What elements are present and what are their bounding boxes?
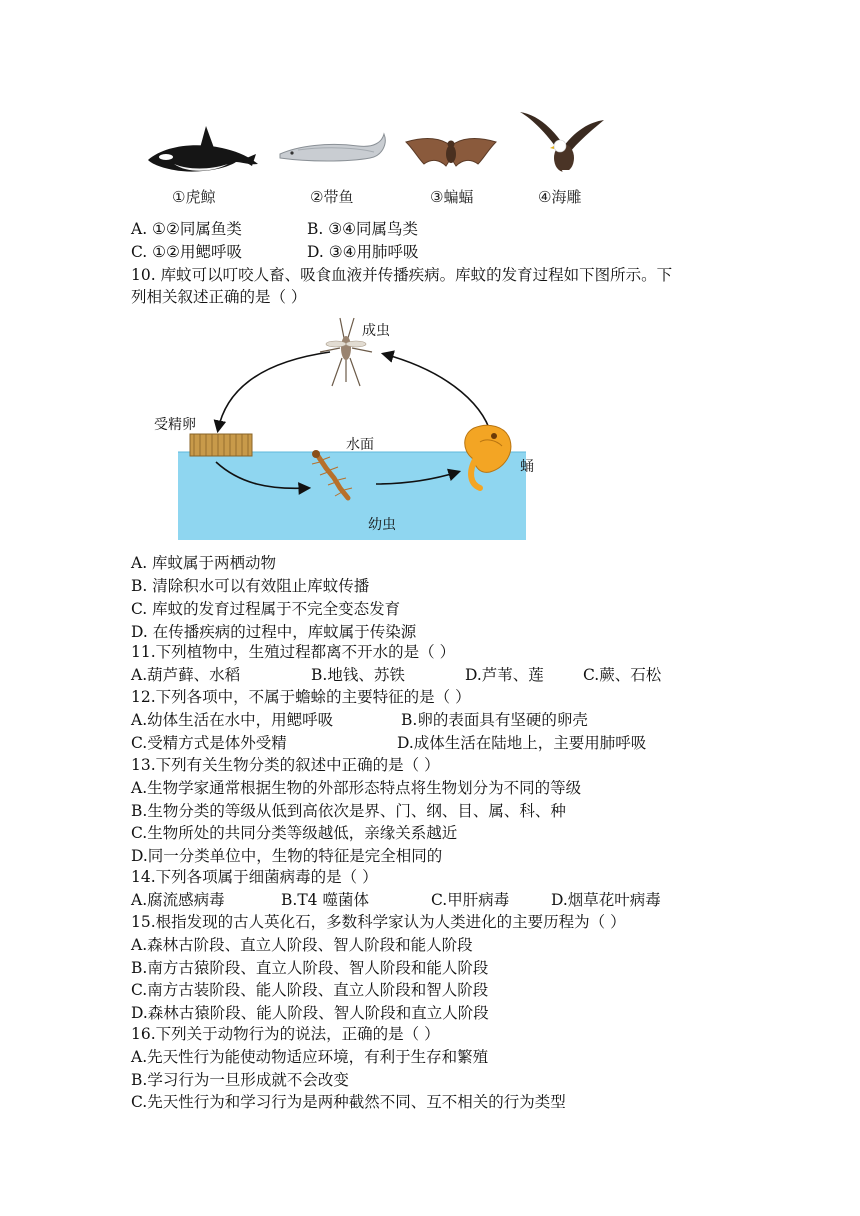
q15-option-a[interactable]: A.森林古阶段、直立人阶段、智人阶段和能人阶段 bbox=[131, 936, 473, 954]
q9-option-d[interactable]: D. ③④用肺呼吸 bbox=[307, 243, 419, 261]
q13-stem: 13.下列有关生物分类的叙述中正确的是（ ） bbox=[131, 756, 440, 774]
q11-option-c[interactable]: C.蕨、石松 bbox=[583, 666, 662, 684]
diagram-label-water-surface: 水面 bbox=[346, 437, 374, 453]
q13-option-b[interactable]: B.生物分类的等级从低到高依次是界、门、纲、目、属、科、种 bbox=[131, 802, 566, 820]
q10-stem-line2: 列相关叙述正确的是（ ） bbox=[131, 288, 307, 306]
animal-caption-eagle: ④海雕 bbox=[538, 188, 582, 206]
eagle-image bbox=[518, 106, 606, 184]
q13-option-c[interactable]: C.生物所处的共同分类等级越低，亲缘关系越近 bbox=[131, 824, 458, 842]
q15-option-b[interactable]: B.南方古猿阶段、直立人阶段、智人阶段和能人阶段 bbox=[131, 959, 489, 977]
q15-option-c[interactable]: C.南方古装阶段、能人阶段、直立人阶段和智人阶段 bbox=[131, 981, 489, 999]
animal-caption-orca: ①虎鲸 bbox=[172, 188, 216, 206]
orca-image bbox=[144, 124, 262, 182]
q13-option-d[interactable]: D.同一分类单位中，生物的特征是完全相同的 bbox=[131, 847, 443, 865]
q16-option-a[interactable]: A.先天性行为能使动物适应环境，有利于生存和繁殖 bbox=[131, 1048, 489, 1066]
q12-option-b[interactable]: B.卵的表面具有坚硬的卵壳 bbox=[401, 711, 588, 729]
q9-option-a[interactable]: A. ①②同属鱼类 bbox=[131, 220, 242, 238]
q15-option-d[interactable]: D.森林古猿阶段、能人阶段、智人阶段和直立人阶段 bbox=[131, 1004, 489, 1022]
q15-stem: 15.根指发现的古人英化石，多数科学家认为人类进化的主要历程为（ ） bbox=[131, 913, 626, 931]
q14-option-d[interactable]: D.烟草花叶病毒 bbox=[551, 891, 661, 909]
ribbonfish-image bbox=[278, 132, 390, 172]
q12-option-a[interactable]: A.幼体生活在水中，用鳃呼吸 bbox=[131, 711, 334, 729]
diagram-label-pupa: 蛹 bbox=[520, 459, 534, 475]
q10-option-d[interactable]: D. 在传播疾病的过程中，库蚊属于传染源 bbox=[131, 623, 417, 641]
mosquito-lifecycle-diagram bbox=[150, 312, 540, 548]
diagram-label-adult: 成虫 bbox=[362, 323, 390, 339]
q14-option-a[interactable]: A.腐流感病毒 bbox=[131, 891, 225, 909]
q11-option-b[interactable]: B.地钱、苏铁 bbox=[311, 666, 405, 684]
q11-stem: 11.下列植物中，生殖过程都离不开水的是（ ） bbox=[131, 643, 456, 661]
q12-option-c[interactable]: C.受精方式是体外受精 bbox=[131, 734, 287, 752]
q13-option-a[interactable]: A.生物学家通常根据生物的外部形态特点将生物划分为不同的等级 bbox=[131, 779, 582, 797]
q10-option-b[interactable]: B. 清除积水可以有效阻止库蚊传播 bbox=[131, 577, 370, 595]
q9-option-b[interactable]: B. ③④同属鸟类 bbox=[307, 220, 419, 238]
q12-stem: 12.下列各项中，不属于蟾蜍的主要特征的是（ ） bbox=[131, 688, 471, 706]
q10-option-c[interactable]: C. 库蚊的发育过程属于不完全变态发育 bbox=[131, 600, 401, 618]
bat-image bbox=[402, 128, 500, 178]
animals-figure bbox=[136, 106, 616, 214]
diagram-label-larva: 幼虫 bbox=[368, 517, 396, 533]
q10-option-a[interactable]: A. 库蚊属于两栖动物 bbox=[131, 554, 277, 572]
animal-caption-ribbonfish: ②带鱼 bbox=[310, 188, 354, 206]
q16-option-c[interactable]: C.先天性行为和学习行为是两种截然不同、互不相关的行为类型 bbox=[131, 1093, 566, 1111]
q14-stem: 14.下列各项属于细菌病毒的是（ ） bbox=[131, 868, 378, 886]
q14-option-c[interactable]: C.甲肝病毒 bbox=[431, 891, 510, 909]
diagram-label-egg: 受精卵 bbox=[154, 417, 196, 433]
q14-option-b[interactable]: B.T4 噬菌体 bbox=[281, 891, 369, 909]
q11-option-d[interactable]: D.芦苇、莲 bbox=[465, 666, 544, 684]
q16-option-b[interactable]: B.学习行为一旦形成就不会改变 bbox=[131, 1071, 349, 1089]
q11-option-a[interactable]: A.葫芦藓、水稻 bbox=[131, 666, 241, 684]
animal-caption-bat: ③蝙蝠 bbox=[430, 188, 474, 206]
q16-stem: 16.下列关于动物行为的说法，正确的是（ ） bbox=[131, 1025, 440, 1043]
q10-stem-line1: 10. 库蚊可以叮咬人畜、吸食血液并传播疾病。库蚊的发育过程如下图所示。下 bbox=[131, 266, 673, 284]
q12-option-d[interactable]: D.成体生活在陆地上，主要用肺呼吸 bbox=[397, 734, 647, 752]
q9-option-c[interactable]: C. ①②用鳃呼吸 bbox=[131, 243, 242, 261]
